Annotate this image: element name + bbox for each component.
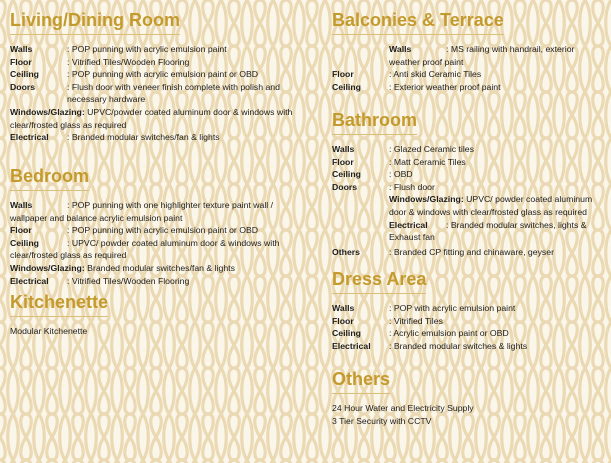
spec-row: Walls : POP punning with acrylic emulsion paint bbox=[10, 44, 227, 54]
spec-row: Ceiling : OBD bbox=[332, 169, 413, 180]
spec-row: Windows/Glazing: Branded modular switches/fan & lights bbox=[10, 262, 235, 273]
right-column bbox=[332, 8, 602, 427]
section-title: Bedroom bbox=[10, 164, 89, 191]
spec-row: Electrical : Branded modular switches & lights bbox=[332, 340, 528, 351]
others-line: 3 Tier Security with CCTV bbox=[332, 415, 432, 426]
spec-row: Windows/Glazing: UPVC/ powder coated aluminum door & windows with clear/frosted glass as required bbox=[389, 194, 593, 217]
spec-row: Floor : POP punning with acrylic emulsion paint or OBD bbox=[10, 225, 259, 236]
spec-list bbox=[332, 302, 602, 352]
section-balconies-terrace bbox=[332, 8, 602, 108]
spec-row: Floor : Vitrified Tiles/Wooden Flooring bbox=[10, 56, 190, 67]
spec-row: Walls : MS railing with handrail, exterior weather proof paint bbox=[389, 44, 575, 67]
spec-row: Ceiling : UPVC/ powder coated aluminum door & windows with clear/frosted glass as required bbox=[10, 237, 280, 261]
section-title: Living/Dining Room bbox=[10, 8, 180, 35]
spec-row: Ceiling : Acrylic emulsion paint or OBD bbox=[332, 328, 509, 339]
spec-row: Ceiling : Exterior weather proof paint bbox=[332, 81, 501, 92]
section-bedroom bbox=[10, 164, 310, 290]
others-line: 24 Hour Water and Electricity Supply bbox=[332, 403, 474, 413]
section-title: Others bbox=[332, 367, 390, 394]
kitchenette-text: Modular Kitchenette bbox=[10, 326, 88, 336]
spec-row: Windows/Glazing: UPVC/powder coated aluminum door & windows with clear/frosted glass as required bbox=[10, 106, 293, 130]
spec-list bbox=[10, 199, 310, 287]
section-kitchenette bbox=[10, 290, 310, 338]
section-title: Balconies & Terrace bbox=[332, 8, 504, 35]
section-dress-area bbox=[332, 267, 602, 367]
spec-row: Electrical : Vitrified Tiles/Wooden Flooring bbox=[10, 275, 190, 286]
spec-row: Walls : POP with acrylic emulsion paint bbox=[332, 303, 516, 313]
spec-row: Electrical : Branded modular switches/fan & lights bbox=[10, 132, 220, 143]
spec-list bbox=[332, 143, 602, 258]
left-column bbox=[10, 8, 310, 338]
section-others bbox=[332, 367, 602, 427]
section-living-dining bbox=[10, 8, 310, 164]
spec-row: Doors : Flush door bbox=[332, 181, 435, 192]
section-title: Kitchenette bbox=[10, 290, 108, 317]
spec-row: Ceiling : POP punning with acrylic emulsion paint or OBD bbox=[10, 69, 259, 80]
spec-row: Floor : Matt Ceramic Tiles bbox=[332, 156, 466, 167]
spec-row: Floor : Anti skid Ceramic Tiles bbox=[332, 69, 482, 80]
spec-row: Walls : POP punning with one highlighter texture paint wall / wallpaper and balance acrylic emulsion paint bbox=[10, 200, 274, 223]
spec-row: Floor : Vitrified Tiles bbox=[332, 315, 443, 326]
spec-row: Electrical : Branded modular switches, lights & Exhaust fan bbox=[389, 219, 587, 243]
spec-list bbox=[332, 43, 602, 93]
section-bathroom bbox=[332, 108, 602, 267]
section-title: Bathroom bbox=[332, 108, 417, 135]
spec-row: Walls : Glazed Ceramic tiles bbox=[332, 144, 474, 154]
spec-row: Doors : Flush door with veneer finish complete with polish and necessary hardware bbox=[10, 81, 280, 105]
spec-list bbox=[10, 43, 310, 144]
section-title: Dress Area bbox=[332, 267, 426, 294]
spec-row: Others : Branded CP fitting and chinaware, geyser bbox=[332, 246, 554, 257]
